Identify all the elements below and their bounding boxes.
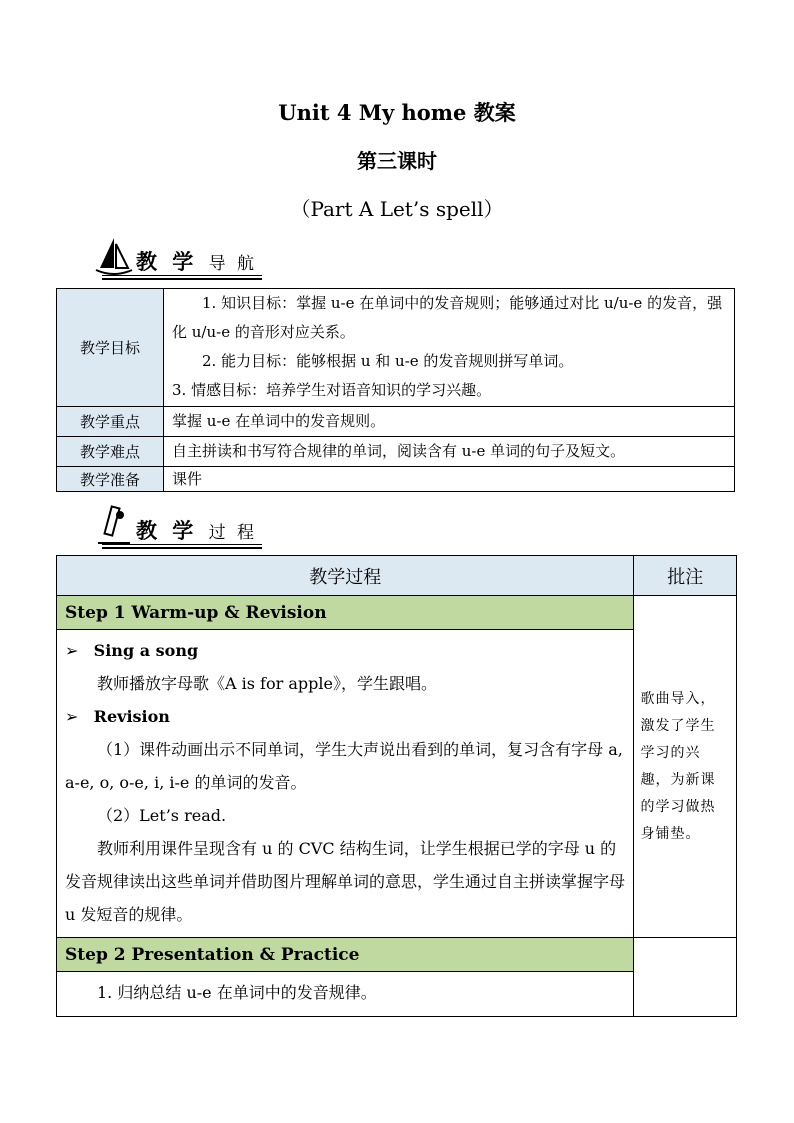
pencil-figure-icon <box>94 505 134 547</box>
banner-title-main: 教 学 <box>136 518 198 543</box>
revision-paragraph-1: （1）课件动画出示不同单词，学生大声说出看到的单词，复习含有字母 a, a-e, o, o-e, i, i-e 的单词的发音。 <box>65 740 623 792</box>
arrow-bullet-icon: ➢ <box>65 641 79 660</box>
objective-emotion: 3. 情感目标：培养学生对语音知识的学习兴趣。 <box>172 381 492 399</box>
revision-paragraph-3: 教师利用课件呈现含有 u 的 CVC 结构生词，让学生根据已学的字母 u 的发音规律读出这些单词并借助图片理解单词的意思，学生通过自主拼读掌握字母u 发短音的规律。 <box>65 839 626 924</box>
document-title: Unit 4 My home 教案 <box>278 100 516 125</box>
objective-ability: 2. 能力目标：能够根据 u 和 u-e 的发音规则拼写单词。 <box>202 352 574 370</box>
arrow-bullet-icon: ➢ <box>65 707 79 726</box>
step1-note: 歌曲导入，激发了学生学习的兴趣，为新课的学习做热身铺垫。 <box>634 596 737 938</box>
banner-title-sub: 过 程 <box>208 523 258 543</box>
sailboat-icon <box>94 236 134 278</box>
banner-title <box>136 515 257 545</box>
preparation-label: 教学准备 <box>57 467 164 492</box>
part-label: （Part A Let’s spell） <box>290 197 504 221</box>
step2-title: Step 2 Presentation & Practice <box>57 938 634 972</box>
key-points-text: 掌握 u-e 在单词中的发音规则。 <box>164 407 735 437</box>
teaching-guide-banner <box>92 236 262 280</box>
step2-paragraph-1: 1. 归纳总结 u-e 在单词中的发音规律。 <box>97 983 377 1002</box>
bullet-revision: Revision <box>93 707 170 726</box>
banner-title-main: 教 学 <box>136 249 198 274</box>
banner-title <box>136 246 257 276</box>
bullet-sing-a-song: Sing a song <box>93 641 199 660</box>
difficulties-text: 自主拼读和书写符合规律的单词，阅读含有 u-e 单词的句子及短文。 <box>164 437 735 467</box>
step2-body <box>57 972 634 1017</box>
sing-song-paragraph: 教师播放字母歌《A is for apple》，学生跟唱。 <box>97 674 437 693</box>
step1-title: Step 1 Warm-up & Revision <box>57 596 634 630</box>
process-table <box>56 555 737 1017</box>
objective-knowledge: 1. 知识目标：掌握 u-e 在单词中的发音规则；能够通过对比 u/u-e 的发音，强化 u/u-e 的音形对应关系。 <box>172 294 723 341</box>
key-points-label: 教学重点 <box>57 407 164 437</box>
banner-title-sub: 导 航 <box>208 254 258 274</box>
preparation-text: 课件 <box>164 467 735 492</box>
objectives-table <box>56 288 735 492</box>
process-column-header: 教学过程 <box>57 556 634 596</box>
notes-column-header: 批注 <box>634 556 737 596</box>
difficulties-label: 教学难点 <box>57 437 164 467</box>
objectives-label: 教学目标 <box>57 289 164 407</box>
teaching-process-banner <box>92 505 262 549</box>
lesson-label: 第三课时 <box>357 149 437 173</box>
revision-paragraph-2: （2）Let’s read. <box>97 806 227 825</box>
step1-body <box>57 630 634 938</box>
